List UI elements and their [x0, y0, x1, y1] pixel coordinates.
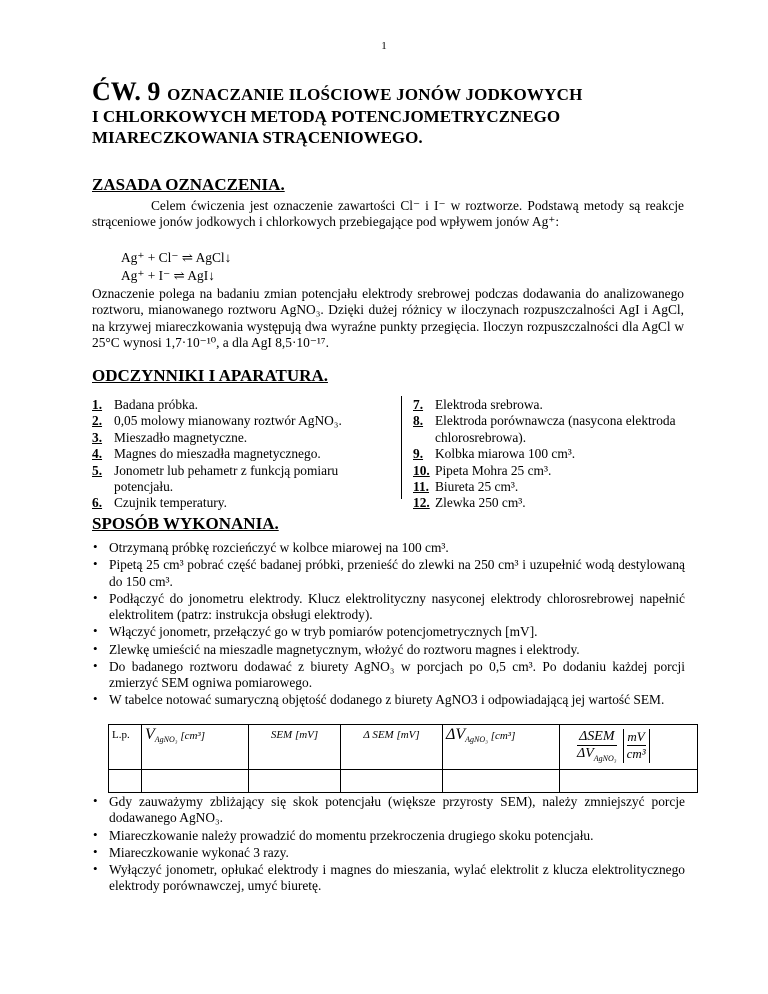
procedure-step: • W tabelce notować sumaryczną objętość dodanego z biurety AgNO3 i odpowiadającą jej wartość SEM.	[92, 692, 685, 708]
item-number: 1.	[92, 397, 103, 412]
item-text: Zlewka 250 cm³.	[435, 495, 526, 511]
reagents-list-left	[92, 397, 374, 512]
procedure-step: • Miareczkowanie należy prowadzić do momentu przekroczenia drugiego skoku potencjału.	[92, 828, 685, 844]
reagents-list-right	[413, 397, 685, 512]
zasada-body: Oznaczenie polega na badaniu zmian potencjału elektrody srebrowej podczas dodawania do analizowanego roztworu, mianowanego roztworu AgNO₃. Dzięki dużej różnicy w iloczynach rozpuszczalności AgI i AgCl, na krzywej miareczkowania występują dwa wyraźne punkty przegięcia. Iloczyn rozpuszczalności dla AgCl w 25°C wynosi 1,7·10⁻¹⁰, a dla AgI 8,5·10⁻¹⁷.	[92, 286, 684, 351]
title-line-2: I CHLORKOWYCH METODĄ POTENCJOMETRYCZNEGO	[92, 107, 561, 127]
procedure-step: • Zlewkę umieścić na mieszadle magnetycznym, włożyć do roztworu magnes i elektrody.	[92, 642, 685, 658]
procedure-steps-continued	[92, 794, 685, 896]
procedure-steps	[92, 540, 685, 710]
item-number: 3.	[92, 429, 103, 445]
reagent-item	[413, 446, 685, 462]
procedure-step: • Podłączyć do jonometru elektrody. Klucz elektrolityczny nasyconej elektrody chlorosrebrowej napełnić elektrolitem (patrz: instrukcja obsługi elektrody).	[92, 591, 685, 624]
item-number: 5.	[92, 462, 103, 478]
item-number: 12.	[413, 495, 430, 511]
page-number: 1	[381, 40, 387, 52]
column-divider	[401, 396, 402, 499]
item-text: Pipeta Mohra 25 cm³.	[435, 462, 552, 478]
item-text: Jonometr lub pehametr z funkcją pomiaru potencjału.	[114, 462, 339, 495]
item-text: Magnes do mieszadła magnetycznego.	[114, 446, 321, 462]
reagent-item	[413, 413, 685, 446]
reagent-item	[92, 413, 374, 429]
section-heading-sposob: SPOSÓB WYKONANIA.	[92, 514, 279, 533]
col-delta-sem: Δ SEM [mV]	[341, 725, 443, 770]
procedure-step: • Włączyć jonometr, przełączyć go w tryb pomiarów potencjometrycznych [mV].	[92, 624, 685, 640]
item-text: Kolbka miarowa 100 cm³.	[435, 446, 576, 462]
item-text: Badana próbka.	[114, 397, 199, 412]
procedure-step: • Otrzymaną próbkę rozcieńczyć w kolbce miarowej na 100 cm³.	[92, 540, 685, 556]
reaction-agi: Ag⁺ + I⁻ ⇌ AgI↓	[121, 268, 215, 283]
measurement-table	[108, 724, 698, 793]
item-number: 7.	[413, 397, 424, 412]
item-number: 8.	[413, 413, 424, 429]
reagent-item	[92, 495, 374, 511]
col-ratio: ΔSEM $\Delta V_{AgNO_3}$ mV cm³	[560, 725, 698, 770]
item-text: Elektroda porównawcza (nasycona elektroda chlorosrebrowa).	[435, 413, 676, 445]
reagent-item	[413, 479, 685, 495]
exercise-number: ĆW. 9	[92, 77, 161, 106]
reagent-item	[413, 463, 685, 479]
item-number: 4.	[92, 446, 103, 462]
reagent-item	[413, 397, 685, 413]
procedure-step: • Miareczkowanie wykonać 3 razy.	[92, 845, 685, 861]
section-heading-zasada: ZASADA OZNACZENIA.	[92, 175, 285, 194]
item-number: 6.	[92, 495, 103, 511]
reagent-item	[92, 430, 374, 446]
reagent-item	[413, 495, 685, 511]
procedure-step: • Gdy zauważymy zbliżający się skok potencjału (większe przyrosty SEM), należy zmniejszyć porcje dodawanego AgNO₃.	[92, 794, 685, 827]
item-number: 10.	[413, 462, 430, 478]
zasada-intro: Celem ćwiczenia jest oznaczenie zawartości Cl⁻ i I⁻ w roztworze. Podstawą metody są reakcje strąceniowe jonów jodkowych i chlorkowych przebiegające pod wpływem jonów Ag⁺:	[92, 198, 684, 230]
item-text: Mieszadło magnetyczne.	[114, 429, 248, 445]
col-sem: SEM [mV]	[249, 725, 341, 770]
procedure-step: • Pipetą 25 cm³ pobrać część badanej próbki, przenieść do zlewki na 250 cm³ i uzupełnić wodą destylowaną do 150 cm³.	[92, 557, 685, 590]
item-number: 2.	[92, 413, 103, 429]
item-text: Elektroda srebrowa.	[435, 397, 543, 412]
item-text: Biureta 25 cm³.	[435, 479, 519, 495]
reagent-item	[92, 463, 374, 496]
reagent-item	[92, 446, 374, 462]
col-delta-v: $\Delta V_{AgNO_3}$ [cm³]	[443, 725, 560, 770]
col-v-agno3: $V_{AgNO_3}$ [cm³]	[142, 725, 249, 770]
procedure-step: • Wyłączyć jonometr, opłukać elektrody i magnes do mieszania, wylać elektrolit z klucza elektrolitycznego elektrody porównawczej, umyć biuretę.	[92, 862, 685, 895]
procedure-step: • Do badanego roztworu dodawać z biurety AgNO₃ w porcjach po 0,5 cm³. Po dodaniu każdej porcji zmierzyć SEM ogniwa pomiarowego.	[92, 659, 685, 692]
page-title	[92, 77, 692, 148]
col-lp: L.p.	[109, 725, 142, 770]
reagent-item	[92, 397, 374, 413]
item-text: Czujnik temperatury.	[114, 495, 227, 511]
title-line-3: MIARECZKOWANIA STRĄCENIOWEGO.	[92, 128, 423, 148]
reaction-agcl: Ag⁺ + Cl⁻ ⇌ AgCl↓	[121, 250, 232, 265]
title-line-1: OZNACZANIE ILOŚCIOWE JONÓW JODKOWYCH	[167, 85, 583, 104]
item-number: 11.	[413, 479, 429, 495]
section-heading-odczynniki: ODCZYNNIKI I APARATURA.	[92, 366, 328, 385]
item-number: 9.	[413, 446, 424, 462]
item-text: 0,05 molowy mianowany roztwór AgNO₃.	[114, 413, 342, 429]
